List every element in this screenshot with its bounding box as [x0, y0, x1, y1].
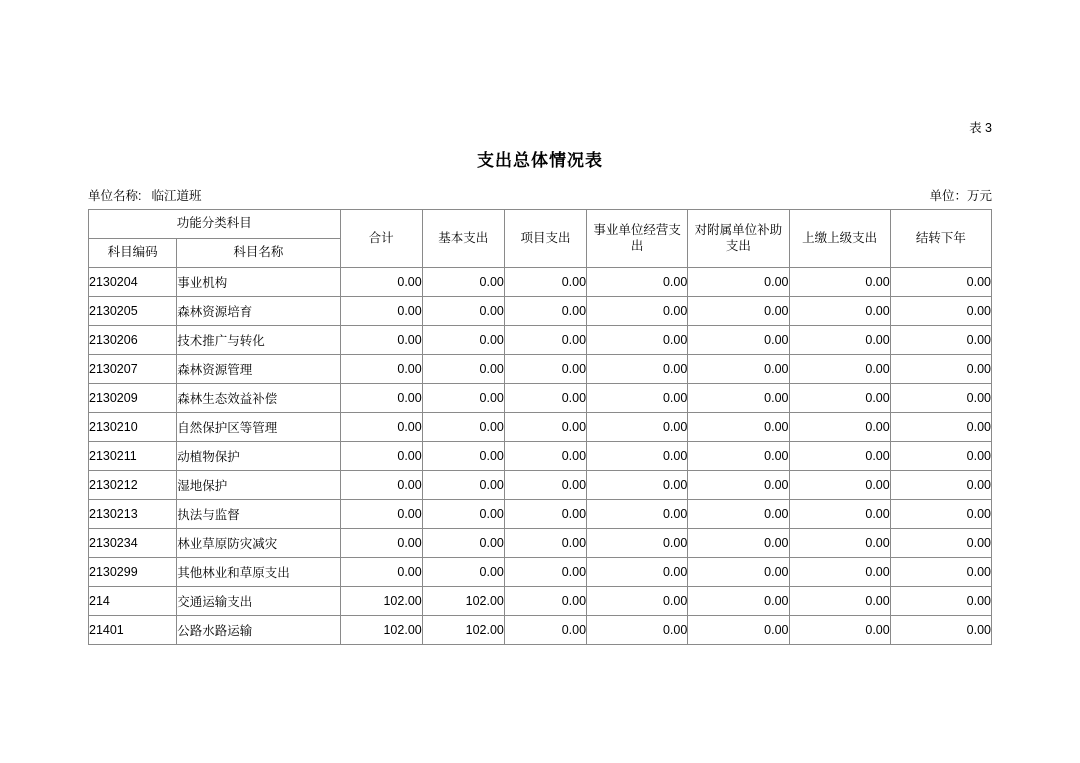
sheet-number: 表 3: [969, 121, 992, 135]
cell-carry-over: 0.00: [890, 587, 991, 616]
cell-operating: 0.00: [587, 297, 688, 326]
header-carry-over-next-year: 结转下年: [890, 210, 991, 268]
cell-project: 0.00: [504, 500, 586, 529]
cell-operating: 0.00: [587, 471, 688, 500]
cell-operating: 0.00: [587, 413, 688, 442]
cell-basic: 0.00: [422, 297, 504, 326]
cell-subsidy: 0.00: [688, 384, 789, 413]
cell-remit-up: 0.00: [789, 558, 890, 587]
cell-code: 2130206: [89, 326, 177, 355]
cell-project: 0.00: [504, 384, 586, 413]
cell-subsidy: 0.00: [688, 442, 789, 471]
table-row: [89, 616, 992, 645]
cell-total: 102.00: [340, 587, 422, 616]
header-subsidy-to-affiliates: 对附属单位补助支出: [688, 210, 789, 268]
cell-name: 森林资源培育: [177, 297, 340, 326]
cell-subsidy: 0.00: [688, 413, 789, 442]
cell-remit-up: 0.00: [789, 471, 890, 500]
cell-operating: 0.00: [587, 587, 688, 616]
cell-operating: 0.00: [587, 442, 688, 471]
cell-carry-over: 0.00: [890, 442, 991, 471]
unit-name-label: 单位名称:: [88, 189, 142, 203]
cell-remit-up: 0.00: [789, 529, 890, 558]
cell-basic: 0.00: [422, 413, 504, 442]
cell-name: 执法与监督: [177, 500, 340, 529]
document-meta: [88, 186, 992, 204]
table-row: [89, 268, 992, 297]
cell-project: 0.00: [504, 529, 586, 558]
cell-carry-over: 0.00: [890, 384, 991, 413]
cell-basic: 0.00: [422, 471, 504, 500]
cell-basic: 102.00: [422, 616, 504, 645]
cell-remit-up: 0.00: [789, 500, 890, 529]
cell-name: 公路水路运输: [177, 616, 340, 645]
cell-total: 0.00: [340, 326, 422, 355]
cell-basic: 0.00: [422, 355, 504, 384]
header-basic-expenditure: 基本支出: [422, 210, 504, 268]
cell-name: 湿地保护: [177, 471, 340, 500]
cell-carry-over: 0.00: [890, 297, 991, 326]
cell-name: 森林资源管理: [177, 355, 340, 384]
header-total: 合计: [340, 210, 422, 268]
table-header-row-1: [89, 210, 992, 239]
cell-code: 2130212: [89, 471, 177, 500]
cell-operating: 0.00: [587, 326, 688, 355]
cell-remit-up: 0.00: [789, 616, 890, 645]
cell-project: 0.00: [504, 297, 586, 326]
cell-basic: 0.00: [422, 500, 504, 529]
cell-code: 2130210: [89, 413, 177, 442]
cell-subsidy: 0.00: [688, 268, 789, 297]
table-row: [89, 500, 992, 529]
cell-code: 2130299: [89, 558, 177, 587]
amount-unit-label: 单位：万元: [929, 189, 992, 203]
header-project-expenditure: 项目支出: [504, 210, 586, 268]
cell-basic: 102.00: [422, 587, 504, 616]
page-title: 支出总体情况表: [477, 151, 603, 170]
cell-operating: 0.00: [587, 500, 688, 529]
table-row: [89, 529, 992, 558]
cell-subsidy: 0.00: [688, 529, 789, 558]
cell-carry-over: 0.00: [890, 558, 991, 587]
cell-total: 0.00: [340, 471, 422, 500]
header-operating-expenditure: 事业单位经营支出: [587, 210, 688, 268]
cell-basic: 0.00: [422, 326, 504, 355]
cell-remit-up: 0.00: [789, 326, 890, 355]
cell-project: 0.00: [504, 587, 586, 616]
cell-carry-over: 0.00: [890, 471, 991, 500]
cell-basic: 0.00: [422, 384, 504, 413]
header-subject-code: 科目编码: [89, 239, 177, 268]
cell-project: 0.00: [504, 413, 586, 442]
cell-code: 2130234: [89, 529, 177, 558]
cell-total: 0.00: [340, 384, 422, 413]
unit-name-block: [88, 186, 202, 204]
cell-name: 动植物保护: [177, 442, 340, 471]
cell-project: 0.00: [504, 268, 586, 297]
cell-total: 0.00: [340, 268, 422, 297]
cell-remit-up: 0.00: [789, 355, 890, 384]
cell-total: 102.00: [340, 616, 422, 645]
cell-code: 214: [89, 587, 177, 616]
cell-project: 0.00: [504, 355, 586, 384]
cell-basic: 0.00: [422, 442, 504, 471]
cell-name: 其他林业和草原支出: [177, 558, 340, 587]
cell-carry-over: 0.00: [890, 616, 991, 645]
cell-basic: 0.00: [422, 268, 504, 297]
cell-code: 2130213: [89, 500, 177, 529]
cell-code: 21401: [89, 616, 177, 645]
cell-name: 交通运输支出: [177, 587, 340, 616]
cell-carry-over: 0.00: [890, 529, 991, 558]
cell-carry-over: 0.00: [890, 355, 991, 384]
table-body: [89, 268, 992, 645]
cell-code: 2130209: [89, 384, 177, 413]
cell-code: 2130211: [89, 442, 177, 471]
cell-subsidy: 0.00: [688, 500, 789, 529]
expenditure-summary-table: [88, 209, 992, 645]
cell-subsidy: 0.00: [688, 616, 789, 645]
table-row: [89, 413, 992, 442]
header-remit-to-superior: 上缴上级支出: [789, 210, 890, 268]
table-row: [89, 384, 992, 413]
cell-name: 森林生态效益补偿: [177, 384, 340, 413]
cell-subsidy: 0.00: [688, 355, 789, 384]
cell-remit-up: 0.00: [789, 297, 890, 326]
cell-remit-up: 0.00: [789, 413, 890, 442]
cell-carry-over: 0.00: [890, 268, 991, 297]
cell-remit-up: 0.00: [789, 268, 890, 297]
table-row: [89, 355, 992, 384]
cell-operating: 0.00: [587, 268, 688, 297]
unit-name-value: 临江道班: [151, 189, 202, 203]
cell-code: 2130207: [89, 355, 177, 384]
table-row: [89, 471, 992, 500]
cell-project: 0.00: [504, 558, 586, 587]
cell-project: 0.00: [504, 442, 586, 471]
cell-total: 0.00: [340, 355, 422, 384]
cell-remit-up: 0.00: [789, 442, 890, 471]
cell-project: 0.00: [504, 326, 586, 355]
cell-operating: 0.00: [587, 384, 688, 413]
cell-subsidy: 0.00: [688, 471, 789, 500]
cell-operating: 0.00: [587, 355, 688, 384]
cell-subsidy: 0.00: [688, 297, 789, 326]
header-subject-name: 科目名称: [177, 239, 340, 268]
table-row: [89, 442, 992, 471]
cell-remit-up: 0.00: [789, 587, 890, 616]
cell-subsidy: 0.00: [688, 558, 789, 587]
cell-total: 0.00: [340, 529, 422, 558]
cell-name: 林业草原防灾减灾: [177, 529, 340, 558]
cell-total: 0.00: [340, 413, 422, 442]
cell-total: 0.00: [340, 442, 422, 471]
cell-project: 0.00: [504, 471, 586, 500]
cell-code: 2130205: [89, 297, 177, 326]
cell-basic: 0.00: [422, 558, 504, 587]
cell-project: 0.00: [504, 616, 586, 645]
cell-remit-up: 0.00: [789, 384, 890, 413]
cell-name: 事业机构: [177, 268, 340, 297]
table-row: [89, 558, 992, 587]
cell-subsidy: 0.00: [688, 326, 789, 355]
cell-operating: 0.00: [587, 529, 688, 558]
cell-carry-over: 0.00: [890, 500, 991, 529]
cell-code: 2130204: [89, 268, 177, 297]
header-function-category-group: 功能分类科目: [89, 210, 341, 239]
cell-carry-over: 0.00: [890, 413, 991, 442]
table-row: [89, 587, 992, 616]
table-row: [89, 326, 992, 355]
cell-total: 0.00: [340, 297, 422, 326]
cell-total: 0.00: [340, 500, 422, 529]
table-row: [89, 297, 992, 326]
cell-basic: 0.00: [422, 529, 504, 558]
cell-operating: 0.00: [587, 558, 688, 587]
cell-carry-over: 0.00: [890, 326, 991, 355]
cell-operating: 0.00: [587, 616, 688, 645]
cell-name: 技术推广与转化: [177, 326, 340, 355]
cell-name: 自然保护区等管理: [177, 413, 340, 442]
cell-subsidy: 0.00: [688, 587, 789, 616]
cell-total: 0.00: [340, 558, 422, 587]
